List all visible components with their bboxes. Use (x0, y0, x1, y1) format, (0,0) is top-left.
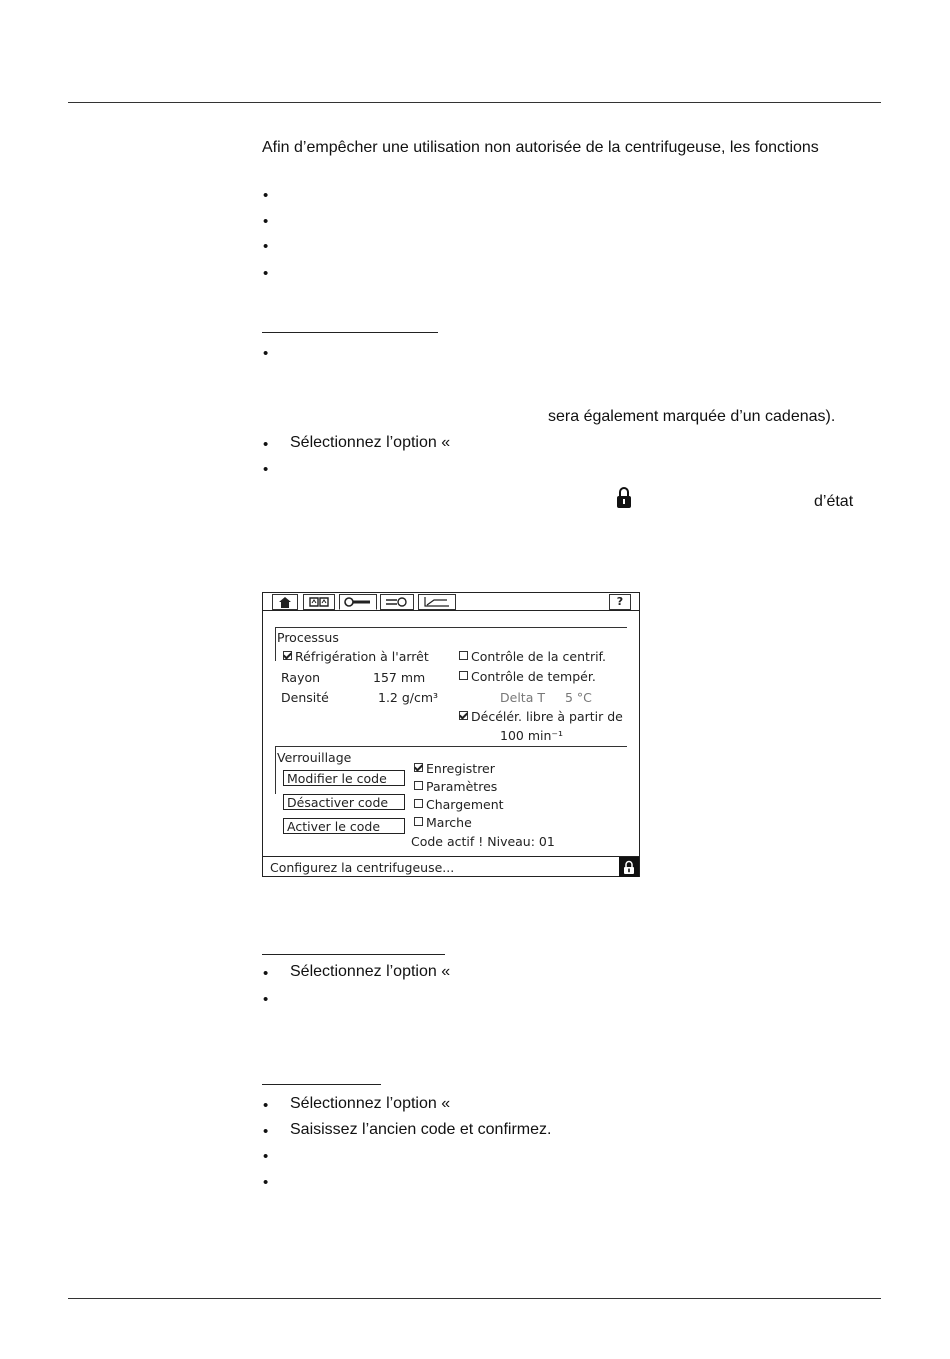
tab-programs[interactable] (303, 594, 335, 610)
status-text: Configurez la centrifugeuse... (270, 860, 455, 875)
rotor-icon (385, 597, 409, 607)
modify-code-button[interactable]: Modifier le code (283, 770, 405, 786)
tab-settings[interactable] (339, 594, 377, 610)
save-label: Enregistrer (426, 761, 495, 776)
densite-value[interactable]: 1.2 g/cm³ (378, 690, 439, 705)
save-option[interactable] (414, 761, 495, 776)
load-checkbox[interactable] (414, 799, 423, 808)
ctrl-temper-checkbox[interactable] (459, 671, 468, 680)
rayon-label: Rayon (281, 670, 321, 685)
bullet: • (263, 991, 269, 1008)
process-frame-top (275, 627, 627, 628)
bullet: • (263, 1174, 269, 1191)
bullet: • (263, 1148, 269, 1165)
select-option-text: Sélectionnez l’option « (290, 1095, 451, 1112)
decel-checkbox[interactable] (459, 711, 468, 720)
activate-code-button[interactable]: Activer le code (283, 818, 405, 834)
densite-label: Densité (281, 690, 329, 705)
ctrl-centrif-checkbox[interactable] (459, 651, 468, 660)
run-label: Marche (426, 815, 472, 830)
decel-option[interactable] (459, 709, 623, 724)
run-option[interactable] (414, 815, 472, 830)
select-option-text: Sélectionnez l’option « (290, 434, 451, 451)
delta-label: Delta T (500, 690, 545, 705)
ctrl-temper-option[interactable] (459, 669, 596, 684)
refrigeration-label: Réfrigération à l'arrêt (295, 649, 429, 664)
load-option[interactable] (414, 797, 504, 812)
lock-header: Verrouillage (277, 750, 352, 765)
delta-value: 5 °C (565, 690, 592, 705)
home-icon (279, 597, 291, 608)
tab-graph[interactable] (418, 594, 456, 610)
bullet: • (263, 436, 269, 453)
section-heading-underline (262, 1084, 381, 1085)
section-heading-underline (262, 332, 438, 333)
decel-value[interactable]: 100 min⁻¹ (500, 728, 564, 743)
bullet: • (263, 265, 269, 282)
status-word: d’état (814, 493, 854, 510)
bullet: • (263, 965, 269, 982)
bullet: • (263, 1123, 269, 1140)
params-checkbox[interactable] (414, 781, 423, 790)
select-option-text: Sélectionnez l’option « (290, 963, 451, 980)
bullet: • (263, 345, 269, 362)
load-label: Chargement (426, 797, 504, 812)
bullet: • (263, 238, 269, 255)
wrench-icon (344, 597, 372, 607)
ctrl-centrif-option[interactable] (459, 649, 606, 664)
lock-sentence-end: sera également marquée d’un cadenas). (548, 408, 836, 425)
bullet: • (263, 461, 269, 478)
status-bar (263, 856, 639, 877)
params-option[interactable] (414, 779, 497, 794)
tab-home[interactable] (272, 594, 298, 610)
header-rule (68, 102, 881, 103)
rayon-value[interactable]: 157 mm (373, 670, 426, 685)
ctrl-centrif-label: Contrôle de la centrif. (471, 649, 607, 664)
bullet: • (263, 213, 269, 230)
deactivate-code-button[interactable]: Désactiver code (283, 794, 405, 810)
process-header: Processus (277, 630, 339, 645)
footer-rule (68, 1298, 881, 1299)
lock-frame-left (275, 746, 276, 794)
refrigeration-checkbox[interactable] (283, 651, 292, 660)
active-code-status: Code actif ! Niveau: 01 (411, 834, 555, 849)
help-button[interactable]: ? (609, 594, 631, 610)
intro-paragraph: Afin d’empêcher une utilisation non autorisée de la centrifugeuse, les fonctions (262, 139, 819, 156)
ctrl-temper-label: Contrôle de tempér. (471, 669, 596, 684)
save-checkbox[interactable] (414, 763, 423, 772)
run-checkbox[interactable] (414, 817, 423, 826)
refrigeration-option[interactable] (283, 649, 429, 664)
book-icon (309, 597, 329, 607)
section-heading-underline (262, 954, 445, 955)
padlock-icon (616, 485, 632, 509)
tab-bar (263, 593, 639, 611)
graph-icon (424, 597, 450, 607)
tab-rotor[interactable] (380, 594, 414, 610)
decel-label: Décélér. libre à partir de (471, 709, 623, 724)
bullet: • (263, 1097, 269, 1114)
params-label: Paramètres (426, 779, 498, 794)
bullet: • (263, 187, 269, 204)
process-frame-left (275, 627, 276, 661)
lock-frame-top (275, 746, 627, 747)
status-lock-icon (619, 857, 639, 877)
old-code-instruction: Saisissez l’ancien code et confirmez. (290, 1121, 552, 1138)
centrifuge-screen (262, 592, 640, 877)
